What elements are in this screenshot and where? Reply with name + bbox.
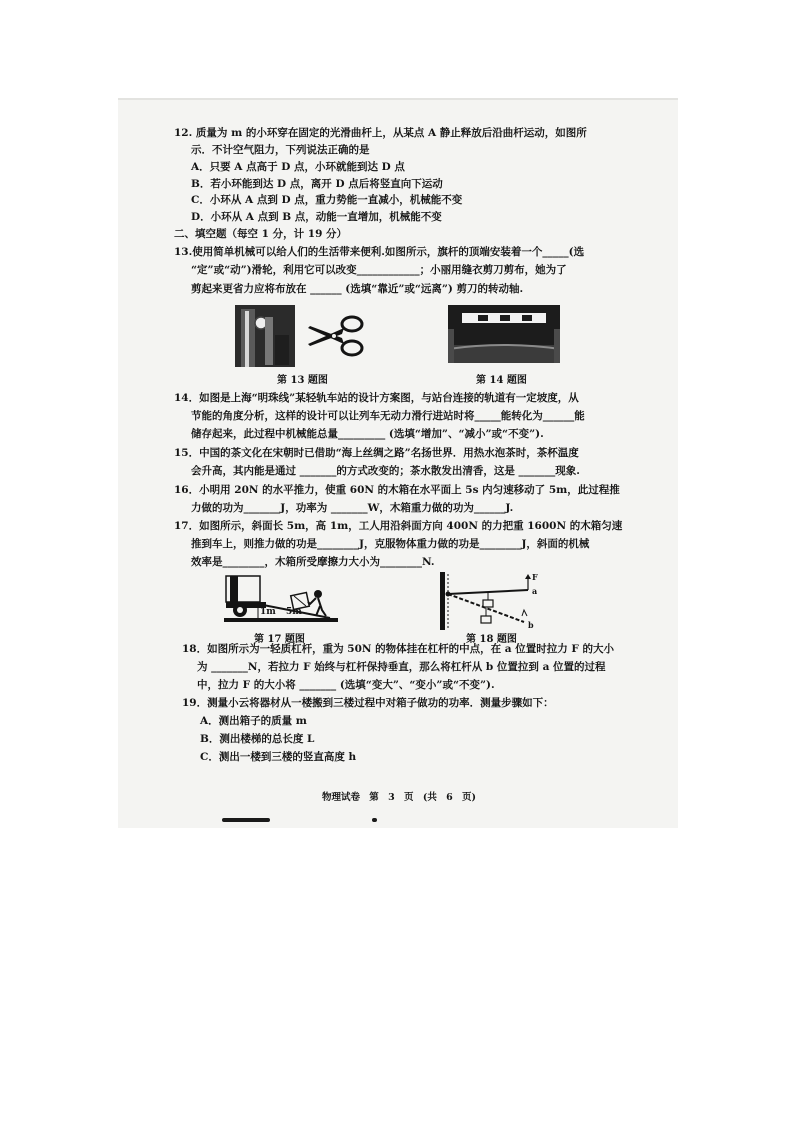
- page-edge: [118, 98, 678, 100]
- q13-line-2: “定”或“动”)滑轮，利用它可以改变____________；小丽用缝衣剪刀剪布，她为了: [191, 264, 567, 276]
- q19-line-1: 19．测量小云将器材从一楼搬到三楼过程中对箱子做功的功率．测量步骤如下：: [182, 697, 554, 709]
- scan-smudge: [372, 818, 377, 822]
- q12-option-b: B．若小环能到达 D 点，离开 D 点后将竖直向下运动: [191, 178, 443, 190]
- q17-line-1: 17．如图所示，斜面长 5m，高 1m，工人用沿斜面方向 400N 的力把重 1600N 的木箱匀速: [174, 520, 623, 532]
- q18-line-1: 18．如图所示为一轻质杠杆，重为 50N 的物体挂在杠杆的中点，在 a 位置时拉力 F 的大小: [182, 643, 615, 655]
- q16-line-2: 力做的功为_______J，功率为 _______W，木箱重力做的功为______J.: [191, 502, 514, 514]
- q14-line-1: 14．如图是上海“明珠线”某轻轨车站的设计方案图，与站台连接的轨道有一定坡度，从: [174, 392, 579, 404]
- q17-line-2: 推到车上，则推力做的功是________J，克服物体重力做的功是________J，斜面的机械: [191, 538, 590, 550]
- q13-line-3: 剪起来更省力应将布放在 ______ (选填“靠近”或“远离”) 剪刀的转动轴.: [191, 283, 524, 295]
- fig14-caption: 第 14 题图: [476, 375, 527, 386]
- page-footer: 物理试卷 第 3 页 (共 6 页): [322, 792, 477, 803]
- section-heading: 二、填空题（每空 1 分，计 19 分）: [174, 228, 348, 240]
- lever-figure: [436, 570, 546, 632]
- q15-line-2: 会升高，其内能是通过 _______的方式改变的；茶水散发出清香，这是 _______现象.: [191, 465, 580, 477]
- q16-line-1: 16．小明用 20N 的水平推力，使重 60N 的木箱在水平面上 5s 内匀速移动了 5m，此过程推: [174, 484, 620, 496]
- q14-line-3: 储存起来，此过程中机械能总量_________ (选填“增加”、“减小”或“不变”).: [191, 428, 544, 440]
- fig17-length-label: 5m: [286, 607, 302, 617]
- q12-line-1: 12. 质量为 m 的小环穿在固定的光滑曲杆上，从某点 A 静止释放后沿曲杆运动，如图所: [174, 127, 587, 139]
- q19-step-a: A．测出箱子的质量 m: [200, 715, 307, 727]
- q14-line-2: 节能的角度分析，这样的设计可以让列车无动力滑行进站时将_____能转化为______能: [191, 410, 585, 422]
- q12-option-a: A．只要 A 点高于 D 点，小环就能到达 D 点: [191, 161, 405, 173]
- q12-option-c: C．小环从 A 点到 D 点，重力势能一直减小，机械能不变: [191, 194, 463, 206]
- fig18-force-label: F: [532, 572, 538, 582]
- fig17-caption: 第 17 题图: [254, 634, 305, 645]
- q15-line-1: 15．中国的茶文化在宋朝时已借助“海上丝绸之路”名扬世界．用热水泡茶时，茶杯温度: [174, 447, 579, 459]
- fig17-height-label: 1m: [260, 607, 276, 617]
- station-photo: [448, 305, 560, 363]
- flagpole-pulley-photo: [235, 305, 295, 367]
- q12-line-2: 示．不计空气阻力，下列说法正确的是: [191, 144, 370, 156]
- fig18-caption: 第 18 题图: [466, 634, 517, 645]
- q13-line-1: 13.使用简单机械可以给人们的生活带来便利.如图所示，旗杆的顶端安装着一个_____(选: [174, 246, 585, 258]
- scan-smudge: [222, 818, 270, 822]
- fig18-a-label: a: [532, 586, 538, 596]
- q18-line-2: 为 _______N，若拉力 F 始终与杠杆保持垂直，那么将杠杆从 b 位置拉到 a 位置的过程: [197, 661, 606, 673]
- q18-line-3: 中，拉力 F 的大小将 _______ (选填“变大”、“变小”或“不变”).: [197, 679, 495, 691]
- q19-step-b: B．测出楼梯的总长度 L: [200, 733, 315, 745]
- fig18-b-label: b: [528, 620, 534, 630]
- incline-truck-figure: [222, 570, 340, 626]
- fig13-caption: 第 13 题图: [277, 375, 328, 386]
- q19-step-c: C．测出一楼到三楼的竖直高度 h: [200, 751, 357, 763]
- scissors-icon: [302, 314, 368, 358]
- q12-option-d: D．小环从 A 点到 B 点，动能一直增加，机械能不变: [191, 211, 442, 223]
- q17-line-3: 效率是________，木箱所受摩擦力大小为________N.: [191, 556, 435, 568]
